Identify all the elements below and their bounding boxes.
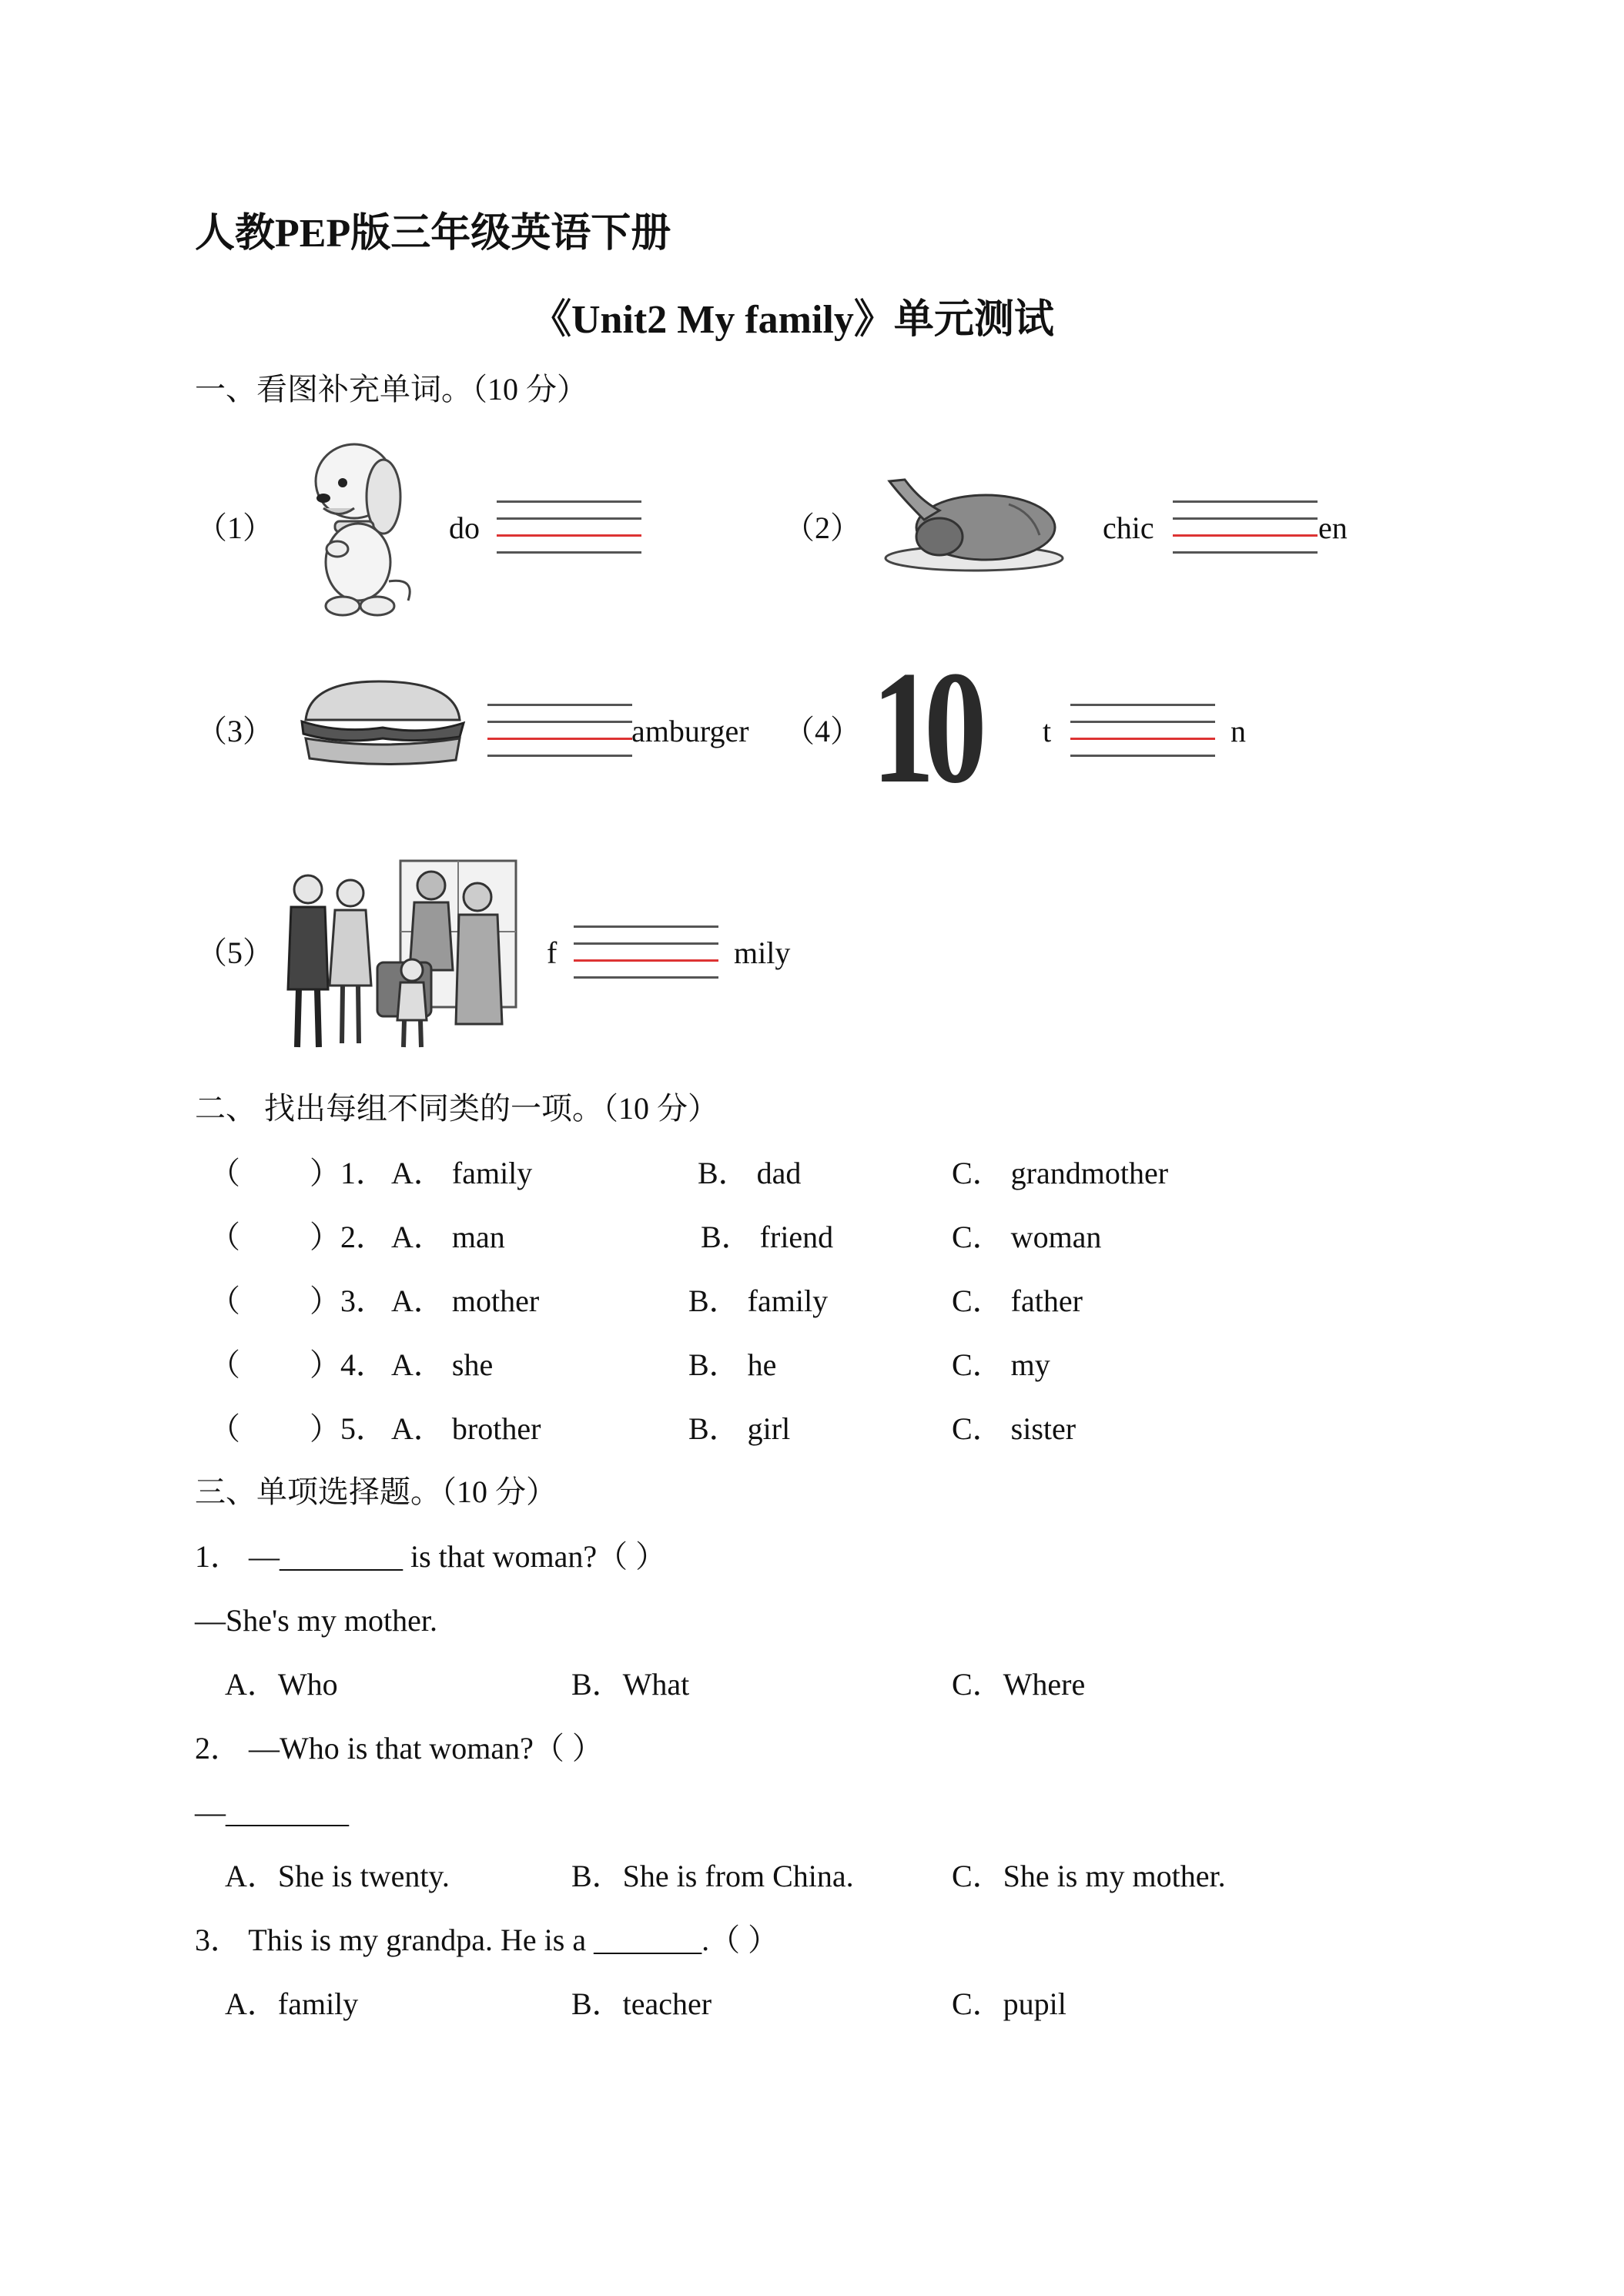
q1-reply: —She's my mother. bbox=[195, 1603, 437, 1638]
item4-after: n bbox=[1231, 714, 1246, 748]
q1-option-a: A．Who bbox=[225, 1667, 338, 1702]
answer-paren-open[interactable]: （ bbox=[209, 1411, 240, 1446]
answer-paren-open[interactable]: （ bbox=[209, 1284, 240, 1318]
q3-option-a: A．family bbox=[225, 1986, 359, 2021]
page-title: 人教PEP版三年级英语下册 bbox=[195, 212, 671, 256]
q1-option-c: C．Where bbox=[952, 1667, 1086, 1702]
section3-heading: 三、单项选择题。（10 分） bbox=[195, 1474, 557, 1509]
item2-after: en bbox=[1318, 510, 1348, 545]
option-c: C． my bbox=[952, 1347, 1050, 1382]
question-number: ）5． bbox=[310, 1411, 387, 1446]
question-number: ）1． bbox=[310, 1156, 387, 1190]
roast-chicken-icon bbox=[878, 474, 1066, 574]
answer-paren-open[interactable]: （ bbox=[209, 1156, 240, 1190]
item5-number: （5） bbox=[196, 935, 273, 970]
q1-stem: 1． —________ is that woman?（ ） bbox=[195, 1539, 667, 1574]
hamburger-icon bbox=[294, 674, 471, 770]
q1-option-b: B．What bbox=[571, 1667, 690, 1702]
question-number: ）2． bbox=[310, 1220, 387, 1254]
answer-paren-open[interactable]: （ bbox=[209, 1220, 240, 1254]
option-c: C． grandmother bbox=[952, 1156, 1169, 1190]
family-icon bbox=[277, 855, 524, 1059]
option-a: A． brother bbox=[391, 1411, 541, 1446]
question-number: ）4． bbox=[310, 1347, 387, 1382]
option-b: B． family bbox=[688, 1284, 829, 1318]
option-b: B． dad bbox=[698, 1156, 802, 1190]
q2-reply: —________ bbox=[195, 1795, 349, 1829]
option-a: A． family bbox=[391, 1156, 533, 1190]
item3-after: amburger bbox=[631, 714, 749, 748]
option-b: B． he bbox=[688, 1347, 777, 1382]
item1-writing-lines[interactable] bbox=[497, 500, 641, 556]
option-c: C． father bbox=[952, 1284, 1083, 1318]
dog-icon bbox=[300, 435, 424, 620]
option-a: A． she bbox=[391, 1347, 494, 1382]
item4-number: （4） bbox=[784, 714, 861, 748]
item2-writing-lines[interactable] bbox=[1173, 500, 1318, 556]
item3-writing-lines[interactable] bbox=[487, 704, 632, 759]
q2-option-b: B．She is from China. bbox=[571, 1859, 854, 1893]
page-subtitle: 《Unit2 My family》单元测试 bbox=[531, 298, 1054, 342]
q3-stem: 3． This is my grandpa. He is a _______.（ ） bbox=[195, 1923, 779, 1957]
item3-number: （3） bbox=[196, 714, 273, 748]
item1-before: do bbox=[449, 510, 480, 545]
option-c: C． woman bbox=[952, 1220, 1102, 1254]
item5-writing-lines[interactable] bbox=[574, 925, 718, 981]
item2-number: （2） bbox=[784, 510, 861, 545]
item5-after: mily bbox=[734, 935, 791, 970]
option-a: A． mother bbox=[391, 1284, 540, 1318]
answer-paren-open[interactable]: （ bbox=[209, 1347, 240, 1382]
section2-heading: 二、 找出每组不同类的一项。（10 分） bbox=[195, 1091, 718, 1126]
number-ten-icon: 10 bbox=[872, 638, 976, 817]
q2-stem: 2． —Who is that woman?（ ） bbox=[195, 1731, 603, 1766]
item4-writing-lines[interactable] bbox=[1070, 704, 1215, 759]
item5-before: f bbox=[547, 935, 558, 970]
option-b: B． girl bbox=[688, 1411, 791, 1446]
item1-number: （1） bbox=[196, 510, 273, 545]
q3-option-b: B．teacher bbox=[571, 1986, 712, 2021]
q2-option-a: A．She is twenty. bbox=[225, 1859, 450, 1893]
q2-option-c: C．She is my mother. bbox=[952, 1859, 1226, 1893]
q3-option-c: C．pupil bbox=[952, 1986, 1066, 2021]
option-c: C． sister bbox=[952, 1411, 1077, 1446]
option-b: B． friend bbox=[701, 1220, 834, 1254]
question-number: ）3． bbox=[310, 1284, 387, 1318]
item2-before: chic bbox=[1103, 510, 1154, 545]
item4-before: t bbox=[1043, 714, 1052, 748]
option-a: A． man bbox=[391, 1220, 505, 1254]
section1-heading: 一、看图补充单词。（10 分） bbox=[195, 372, 588, 407]
